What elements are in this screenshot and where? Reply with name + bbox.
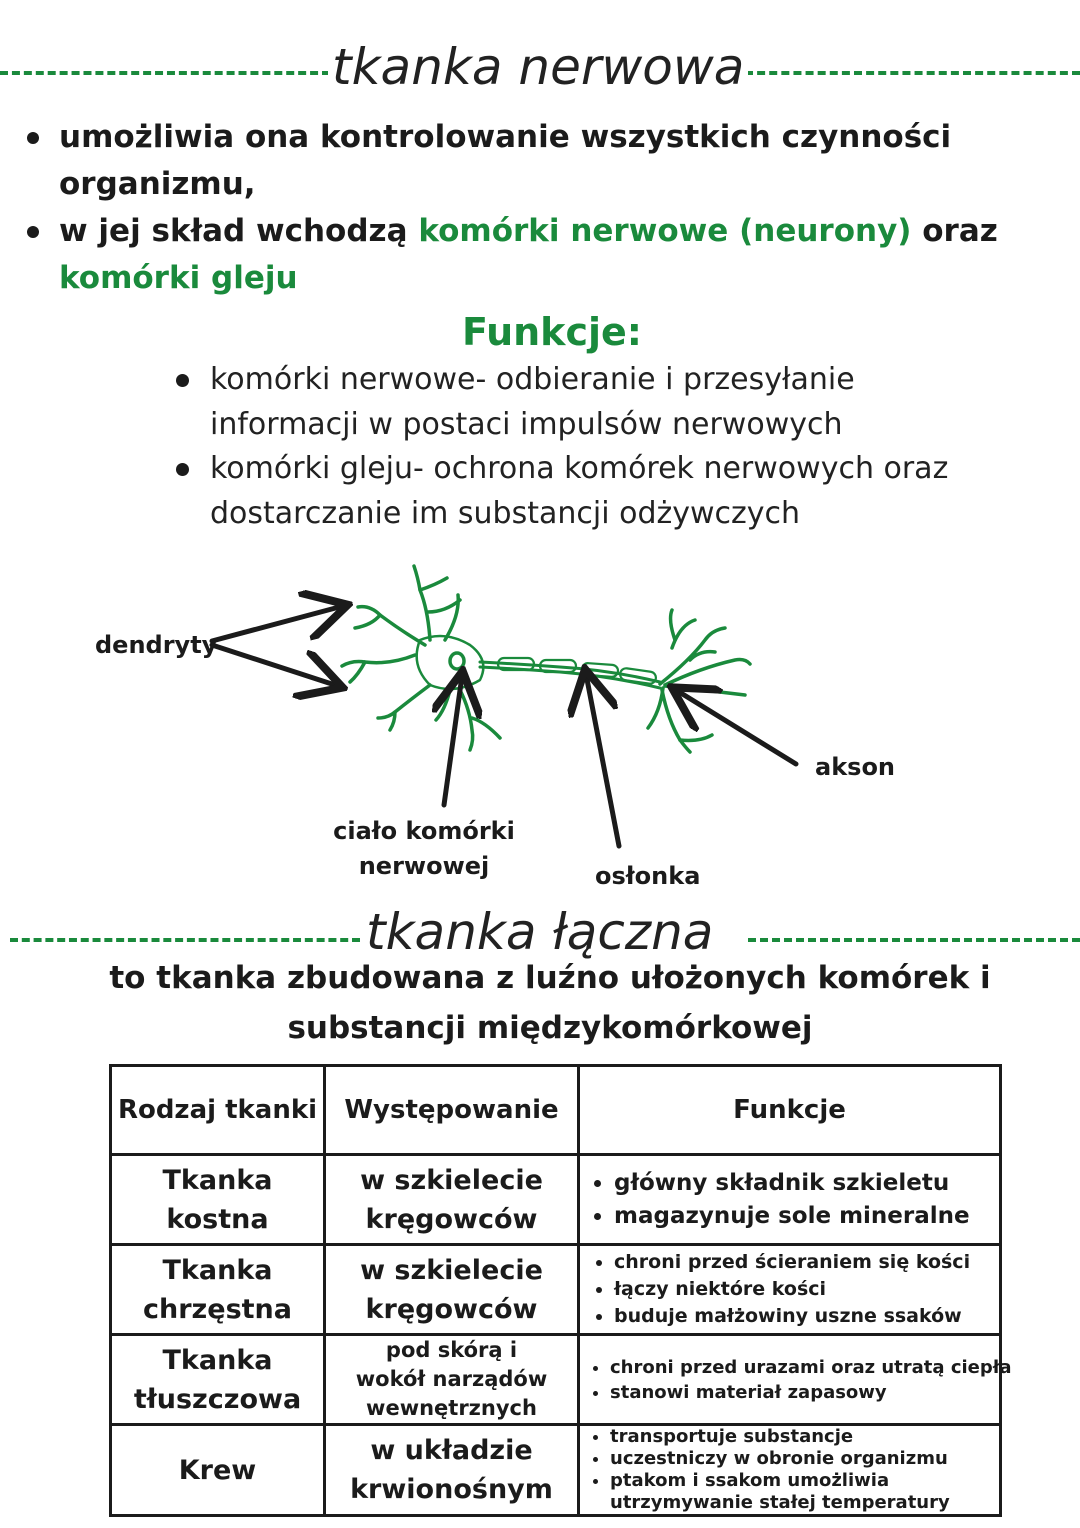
highlight-glia: komórki gleju (59, 260, 298, 296)
function-item: • ptakom i ssakom umożliwia utrzymywanie stałej temperatury (610, 1470, 999, 1514)
cell-tissue-type (111, 1425, 325, 1516)
arrow-dendrites-lower (212, 645, 338, 686)
cell-line: wewnętrznych (366, 1396, 537, 1420)
bullet-icon (27, 226, 39, 238)
nervous-bullet-2-line-1 (59, 208, 998, 255)
function-item: • uczestniczy w obronie organizmu (610, 1448, 999, 1470)
header-functions: Funkcje (579, 1066, 1001, 1155)
cell-line: Krew (178, 1454, 257, 1486)
cell-line: kręgowców (365, 1203, 538, 1235)
cell-occurrence (325, 1425, 579, 1516)
bullet-icon (176, 374, 189, 387)
cell-line: Tkanka (162, 1164, 273, 1196)
header-tissue-type: Rodzaj tkanki (111, 1066, 325, 1155)
arrow-axon (676, 690, 796, 764)
bullet-icon (27, 132, 39, 144)
diagram-arrows (212, 606, 796, 846)
neuron-diagram (0, 550, 1080, 850)
table-header-row (111, 1066, 1001, 1155)
cell-functions (579, 1245, 1001, 1335)
connective-description-line-1: to tkanka zbudowana z luźno ułożonych komórek i (109, 960, 991, 996)
cell-tissue-type (111, 1245, 325, 1335)
section-divider-left (0, 71, 330, 75)
function-item: • transportuje substancje (610, 1426, 999, 1448)
cell-line: chrzęstna (143, 1293, 292, 1325)
nervous-bullet-1-line-1: umożliwia ona kontrolowanie wszystkich czynności (59, 119, 952, 155)
text-fragment: w jej skład wchodzą (59, 213, 419, 249)
label-cell-body-line-1: ciało komórki (333, 817, 515, 845)
cell-line: Tkanka (162, 1254, 273, 1286)
cell-tissue-type (111, 1155, 325, 1245)
cell-occurrence (325, 1245, 579, 1335)
arrow-sheath (586, 674, 619, 846)
arrow-dendrites-upper (212, 606, 343, 641)
cell-line: kostna (166, 1203, 269, 1235)
section-title-nervous: tkanka nerwowa (328, 38, 748, 96)
label-sheath: osłonka (595, 862, 701, 890)
function-item: • łączy niektóre kości (614, 1276, 999, 1303)
function-item: • buduje małżowiny uszne ssaków (614, 1303, 999, 1330)
label-cell-body-line-2: nerwowej (358, 852, 490, 880)
section-divider-left (10, 938, 360, 942)
function-item: • chroni przed urazami oraz utratą ciepła (610, 1355, 999, 1380)
arrow-cell-body (444, 676, 462, 805)
cell-line: w układzie (370, 1435, 533, 1466)
table-row (111, 1335, 1001, 1425)
cell-functions (579, 1425, 1001, 1516)
cell-line: wokół narządów (355, 1367, 548, 1391)
cell-line: Tkanka (162, 1344, 273, 1376)
cell-nucleus (450, 653, 464, 669)
function-2-line-1: komórki gleju- ochrona komórek nerwowych oraz (210, 451, 949, 486)
table-row (111, 1155, 1001, 1245)
cell-line: tłuszczowa (133, 1383, 302, 1415)
bullet-icon (176, 463, 189, 476)
cell-functions (579, 1155, 1001, 1245)
label-axon: akson (815, 753, 896, 781)
header-occurrence: Występowanie (325, 1066, 579, 1155)
label-dendrites: dendryty (95, 631, 218, 659)
neuron-drawing (342, 566, 750, 752)
section-divider-right (748, 938, 1080, 942)
function-item: • stanowi materiał zapasowy (610, 1380, 999, 1405)
cell-line: pod skórą i (385, 1338, 518, 1362)
connective-tissue-table (109, 1064, 1012, 1517)
cell-line: kręgowców (365, 1293, 538, 1325)
section-divider-right (745, 71, 1080, 75)
function-1-line-1: komórki nerwowe- odbieranie i przesyłanie (210, 362, 855, 397)
functions-heading: Funkcje: (462, 310, 642, 354)
nervous-bullet-1-line-2: organizmu, (59, 166, 256, 202)
function-item: • chroni przed ścieraniem się kości (614, 1249, 999, 1276)
cell-line: krwionośnym (350, 1474, 553, 1505)
highlight-neurons: komórki nerwowe (neurony) (418, 213, 912, 249)
cell-occurrence (325, 1335, 579, 1425)
table-row (111, 1245, 1001, 1335)
cell-occurrence (325, 1155, 579, 1245)
text-fragment: oraz (911, 213, 998, 249)
function-1-line-2: informacji w postaci impulsów nerwowych (210, 407, 843, 442)
function-item: • magazynuje sole mineralne (614, 1200, 999, 1233)
function-item: • główny składnik szkieletu (614, 1167, 999, 1200)
section-title-connective: tkanka łączna (362, 903, 717, 961)
function-2-line-2: dostarczanie im substancji odżywczych (210, 496, 801, 531)
cell-tissue-type (111, 1335, 325, 1425)
cell-line: w szkielecie (360, 1164, 543, 1196)
table-row (111, 1425, 1001, 1516)
connective-description-line-2: substancji międzykomórkowej (287, 1010, 813, 1046)
cell-line: w szkielecie (360, 1254, 543, 1286)
cell-functions (579, 1335, 1012, 1425)
